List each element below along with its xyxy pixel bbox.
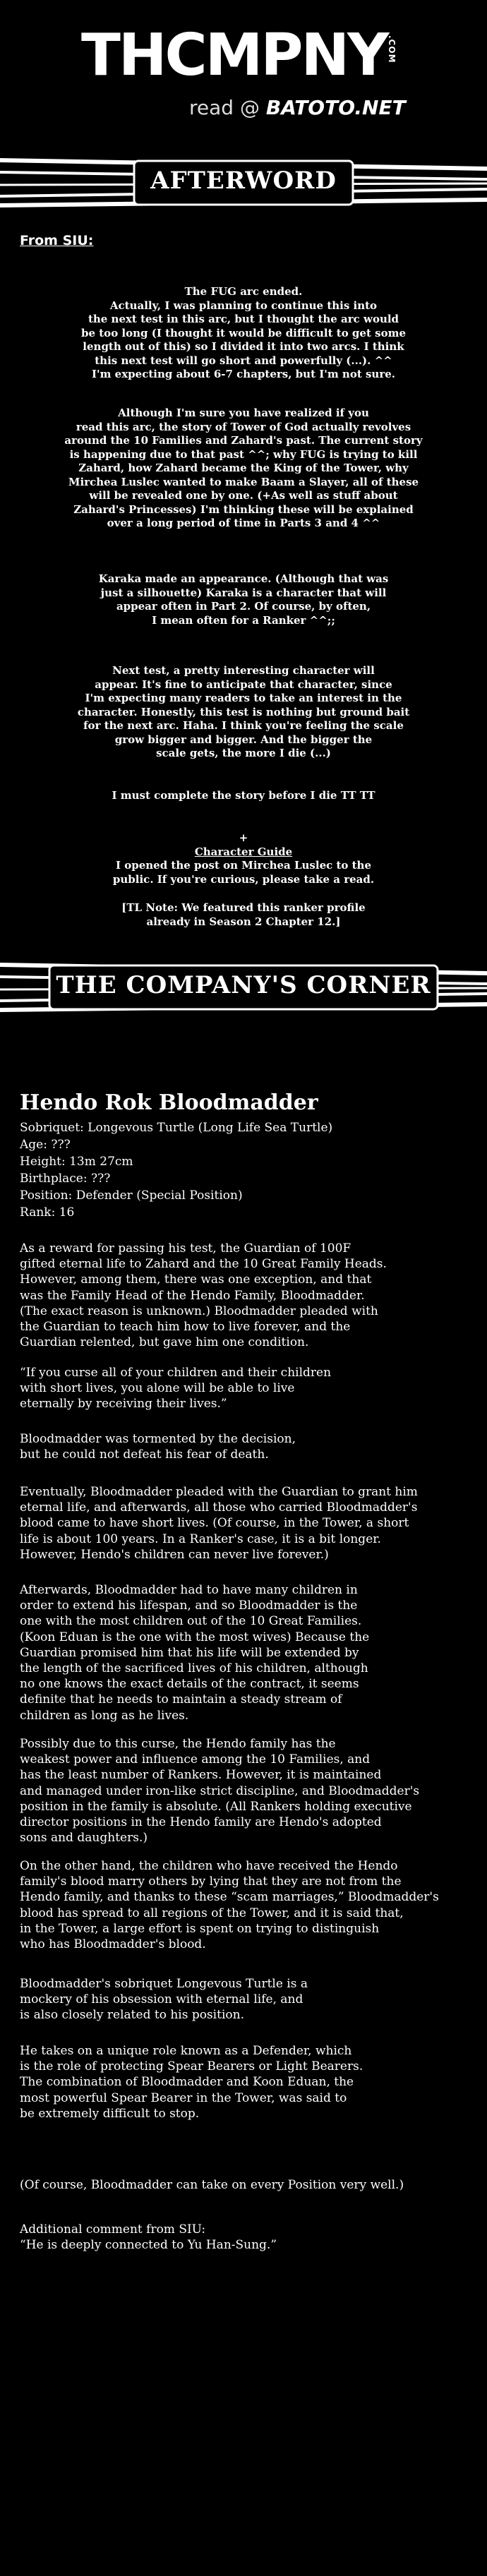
afterword-paragraph-5 [42, 789, 445, 803]
text-line: I'm expecting about 6-7 chapters, but I'm not sure. [91, 368, 396, 380]
text-line: length out of this) so I divided it into two arcs. I think [83, 340, 404, 353]
profile-paragraph-5 [20, 1582, 471, 1723]
text-line: Zahard, how Zahard became the King of the Tower, why [78, 462, 409, 474]
text-line: On the other hand, the children who have received the Hendo [20, 1859, 398, 1873]
text-line: Bloodmadder's sobriquet Longevous Turtle is a [20, 1977, 308, 1991]
text-line: has the least number of Rankers. However, it is maintained [20, 1768, 382, 1783]
text-line: I must complete the story before I die TT TT [112, 789, 375, 802]
profile-paragraph-3 [20, 1431, 471, 1462]
profile-paragraph-8 [20, 1976, 471, 2023]
character-info [20, 1119, 332, 1221]
text-line: character. Honestly, this test is nothing but ground bait [77, 705, 410, 718]
text-line: but he could not defeat his fear of death. [20, 1448, 269, 1462]
text-line: position in the family is absolute. (All Rankers holding executive [20, 1799, 412, 1814]
text-line: I mean often for a Ranker ^^;; [152, 613, 335, 627]
info-position: Position: Defender (Special Position) [20, 1188, 243, 1203]
character-name: Hendo Rok Bloodmadder [20, 1090, 318, 1115]
afterword-paragraph-1 [42, 285, 445, 382]
text-line: Next test, a pretty interesting character will [112, 664, 375, 677]
profile-paragraph-7 [20, 1858, 471, 1952]
profile-paragraph-1 [20, 1241, 471, 1350]
company-corner-banner [0, 961, 487, 1014]
text-line: blood came to have short lives. (Of course, in the Tower, a short [20, 1516, 409, 1531]
text-line: grow bigger and bigger. And the bigger the [114, 733, 373, 746]
site-logo-suffix: .COM [387, 35, 397, 64]
info-rank: Rank: 16 [20, 1205, 75, 1220]
text-line: Additional comment from SIU: [20, 2222, 206, 2237]
text-line: I opened the post on Mirchea Luslec to the [115, 859, 371, 872]
afterword-paragraph-2 [42, 407, 445, 531]
text-line: (Koon Eduan is the one with the most wives) Because the [20, 1630, 370, 1644]
text-line: definite that he needs to maintain a steady stream of [20, 1692, 342, 1707]
profile-paragraph-9 [20, 2043, 471, 2121]
text-line: eternal life, and afterwards, all those who carried Bloodmadder's [20, 1500, 418, 1515]
text-line: the length of the sacrificed lives of his children, although [20, 1661, 368, 1676]
character-guide-block [42, 831, 445, 886]
company-corner-title: THE COMPANY'S CORNER [56, 971, 431, 999]
text-line: scale gets, the more I die (...) [156, 747, 331, 759]
text-line: children as long as he lives. [20, 1708, 189, 1723]
text-line: who has Bloodmadder's blood. [20, 1937, 206, 1952]
afterword-paragraph-3 [42, 572, 445, 627]
read-at-label: read @ [189, 96, 260, 119]
text-line: Although I'm sure you have realized if you [118, 407, 369, 419]
profile-paragraph-4 [20, 1484, 471, 1563]
info-age: Age: ??? [20, 1138, 71, 1152]
character-guide-link[interactable]: Character Guide [194, 845, 293, 858]
text-line: [TL Note: We featured this ranker profile [121, 901, 366, 914]
text-line: “If you curse all of your children and their children [20, 1366, 332, 1380]
afterword-paragraph-4 [42, 664, 445, 761]
text-line: blood has spread to all regions of the Tower, and it is said that, [20, 1906, 404, 1920]
text-line: the next test in this arc, but I thought the arc would [88, 313, 399, 325]
text-line: no one knows the exact details of the contract, it seems [20, 1677, 359, 1692]
site-logo: THCMPNY [81, 22, 387, 89]
text-line: for the next arc. Haha. I think you're feeling the scale [83, 719, 404, 732]
text-line: life is about 100 years. In a Ranker's case, it is a bit longer. [20, 1531, 381, 1546]
text-line: The FUG arc ended. [184, 285, 303, 298]
text-line: is also closely related to his position. [20, 2008, 244, 2023]
text-line: sons and daughters.) [20, 1831, 148, 1846]
text-line: However, among them, there was one exception, and that [20, 1272, 372, 1287]
text-line: read this arc, the story of Tower of God actually revolves [76, 420, 411, 433]
text-line: (The exact reason is unknown.) Bloodmadder pleaded with [20, 1304, 378, 1318]
text-line: Karaka made an appearance. (Although that was [98, 572, 389, 585]
profile-paragraph-2 [20, 1365, 471, 1412]
afterword-banner [0, 157, 487, 210]
text-line: be extremely difficult to stop. [20, 2106, 200, 2121]
profile-paragraph-10 [20, 2177, 471, 2193]
text-line: is happening due to that past ^^; why FUG is trying to kill [69, 447, 418, 461]
text-line: in the Tower, a large effort is spent on trying to distinguish [20, 1921, 380, 1936]
text-line: director positions in the Hendo family are Hendo's adopted [20, 1815, 382, 1830]
text-line: order to extend his lifespan, and so Bloodmadder is the [20, 1599, 358, 1613]
text-line: public. If you're curious, please take a read. [112, 872, 375, 886]
info-height: Height: 13m 27cm [20, 1155, 133, 1169]
text-line: Eventually, Bloodmadder pleaded with the Guardian to grant him [20, 1485, 418, 1499]
text-line: However, Hendo's children can never live forever.) [20, 1547, 329, 1562]
text-line: be too long (I thought it would be difficult to get some [81, 326, 406, 339]
text-line: “He is deeply connected to Yu Han-Sung.” [20, 2238, 277, 2253]
text-line: Afterwards, Bloodmadder had to have many children in [20, 1583, 358, 1597]
text-line: He takes on a unique role known as a Defender, which [20, 2044, 352, 2058]
read-at-line [189, 96, 406, 119]
text-line: over a long period of time in Parts 3 and 4 ^^ [107, 517, 380, 529]
text-line: already in Season 2 Chapter 12.] [146, 915, 341, 928]
tl-note [42, 901, 445, 929]
text-line: As a reward for passing his test, the Guardian of 100F [20, 1241, 351, 1256]
text-line: the Guardian to teach him how to live forever, and the [20, 1320, 351, 1335]
text-line: Zahard's Princesses) I'm thinking these will be explained [73, 502, 414, 516]
from-siu-label: From SIU: [20, 233, 94, 248]
text-line: Possibly due to this curse, the Hendo family has the [20, 1737, 336, 1751]
additional-comment [20, 2222, 471, 2253]
text-line: was the Family Head of the Hendo Family, Bloodmadder. [20, 1288, 365, 1303]
text-line: Hendo family, and thanks to these “scam marriages,” Bloodmadder's [20, 1890, 439, 1905]
text-line: appear. It's fine to anticipate that character, since [95, 678, 392, 691]
text-line: just a silhouette) Karaka is a character that will [100, 586, 387, 599]
profile-paragraph-6 [20, 1736, 471, 1846]
text-line: Mirchea Luslec wanted to make Baam a Slayer, all of these [68, 475, 419, 488]
text-line: family's blood marry others by lying that they are not from the [20, 1874, 402, 1889]
text-line: appear often in Part 2. Of course, by often, [116, 600, 371, 613]
text-line: Actually, I was planning to continue this into [109, 299, 378, 312]
text-line: one with the most children out of the 10 Great Families. [20, 1614, 362, 1629]
afterword-title: AFTERWORD [150, 167, 337, 195]
text-line: and managed under iron-like strict discipline, and Bloodmadder's [20, 1783, 420, 1798]
text-line: Bloodmadder was tormented by the decision, [20, 1432, 296, 1446]
site-header [0, 0, 487, 148]
text-line: Guardian promised him that his life will be extended by [20, 1645, 359, 1660]
text-line: will be revealed one by one. (+As well as stuff about [89, 489, 398, 502]
info-sobriquet: Sobriquet: Longevous Turtle (Long Life Sea Turtle) [20, 1121, 333, 1135]
text-line: mockery of his obsession with eternal life, and [20, 1992, 303, 2007]
text-line: is the role of protecting Spear Bearers or Light Bearers. [20, 2059, 363, 2074]
text-line: eternally by receiving their lives.” [20, 1397, 227, 1412]
info-birthplace: Birthplace: ??? [20, 1172, 111, 1186]
text-line: most powerful Spear Bearer in the Tower, was said to [20, 2090, 347, 2105]
text-line: I'm expecting many readers to take an interest in the [85, 692, 402, 704]
plus-sign: + [239, 831, 248, 844]
text-line: The combination of Bloodmadder and Koon Eduan, the [20, 2075, 354, 2090]
read-at-site-link[interactable]: BATOTO.NET [265, 96, 406, 119]
text-line: this next test will go short and powerfully (...). ^^ [95, 354, 392, 367]
text-line: around the 10 Families and Zahard's past. The current story [64, 434, 423, 447]
text-line: with short lives, you alone will be able to live [20, 1381, 295, 1396]
text-line: gifted eternal life to Zahard and the 10 Great Family Heads. [20, 1257, 387, 1272]
text-line: Guardian relented, but gave him one condition. [20, 1335, 309, 1350]
text-line: (Of course, Bloodmadder can take on every Position very well.) [20, 2178, 404, 2192]
text-line: weakest power and influence among the 10 Families, and [20, 1752, 371, 1767]
